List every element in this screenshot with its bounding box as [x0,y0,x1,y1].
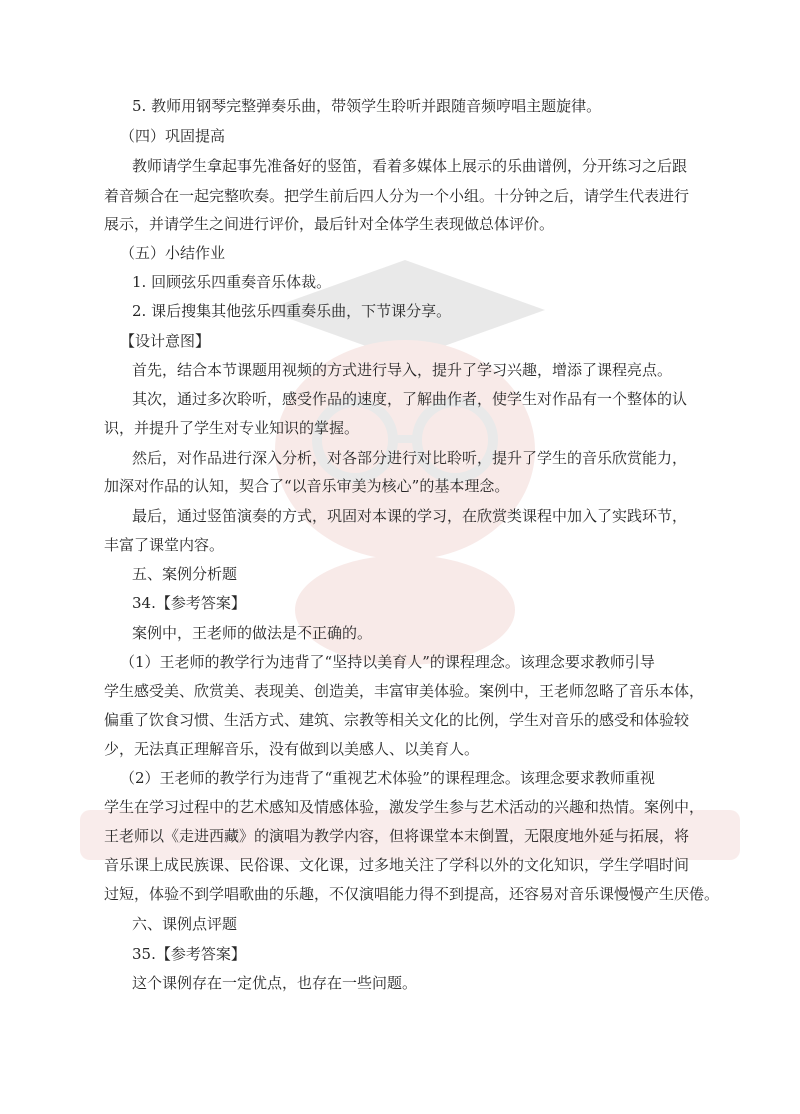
text-line-15: 最后，通过竖笛演奏的方式，巩固对本课的学习，在欣赏类课程中加入了实践环节， [132,507,688,525]
answer-label-34: 34.【参考答案】 [132,594,246,612]
section-heading-4: （四）巩固提高 [120,127,226,145]
section-heading-5: （五）小结作业 [120,244,226,262]
text-line-8: 2. 课后搜集其他弦乐四重奏乐曲，下节课分享。 [132,302,452,320]
answer-label-35: 35.【参考答案】 [132,945,246,963]
text-line-31: 这个课例存在一定优点，也存在一些问题。 [132,974,418,992]
text-line-1: 5. 教师用钢琴完整弹奏乐曲，带领学生聆听并跟随音频哼唱主题旋律。 [132,97,602,115]
text-line-22: 偏重了饮食习惯、生活方式、建筑、宗教等相关文化的比例，学生对音乐的感受和体验较 [104,711,690,729]
text-line-25: 学生在学习过程中的艺术感知及情感体验，激发学生参与艺术活动的兴趣和热情。案例中， [104,798,705,816]
text-line-3: 教师请学生拿起事先准备好的竖笛，看着多媒体上展示的乐曲谱例，分开练习之后跟 [132,157,688,175]
section-heading-lesson-review: 六、课例点评题 [132,915,238,933]
design-intent-heading: 【设计意图】 [120,332,211,350]
text-line-5: 展示，并请学生之间进行评价，最后针对全体学生表现做总体评价。 [104,215,555,233]
text-line-19: 案例中，王老师的做法是不正确的。 [132,624,373,642]
text-line-24: （2）王老师的教学行为违背了“重视艺术体验”的课程理念。该理念要求教师重视 [120,769,655,787]
text-line-27: 音乐课上成民族课、民俗课、文化课，过多地关注了学科以外的文化知识，学生学唱时间 [104,856,690,874]
section-heading-case-analysis: 五、案例分析题 [132,565,238,583]
text-line-4: 着音频合在一起完整吹奏。把学生前后四人分为一个小组。十分钟之后，请学生代表进行 [104,187,690,205]
text-line-16: 丰富了课堂内容。 [104,536,225,554]
text-line-21: 学生感受美、欣赏美、表现美、创造美，丰富审美体验。案例中，王老师忽略了音乐本体， [104,682,705,700]
text-line-23: 少，无法真正理解音乐，没有做到以美感人、以美育人。 [104,740,480,758]
text-line-7: 1. 回顾弦乐四重奏音乐体裁。 [132,273,332,291]
text-line-10: 首先，结合本节课题用视频的方式进行导入，提升了学习兴趣，增添了课程亮点。 [132,361,673,379]
text-line-13: 然后，对作品进行深入分析，对各部分进行对比聆听，提升了学生的音乐欣赏能力， [132,449,688,467]
text-line-26: 王老师以《走进西藏》的演唱为教学内容，但将课堂本末倒置，无限度地外延与拓展，将 [104,827,690,845]
text-line-14: 加深对作品的认知，契合了“以音乐审美为核心”的基本理念。 [104,477,510,495]
text-line-12: 识，并提升了学生对专业知识的掌握。 [104,419,360,437]
text-line-11: 其次，通过多次聆听，感受作品的速度，了解曲作者，使学生对作品有一个整体的认 [132,390,688,408]
text-line-28: 过短，体验不到学唱歌曲的乐趣，不仅演唱能力得不到提高，还容易对音乐课慢慢产生厌倦。 [104,885,720,903]
text-line-20: （1）王老师的教学行为违背了“坚持以美育人”的课程理念。该理念要求教师引导 [120,653,655,671]
